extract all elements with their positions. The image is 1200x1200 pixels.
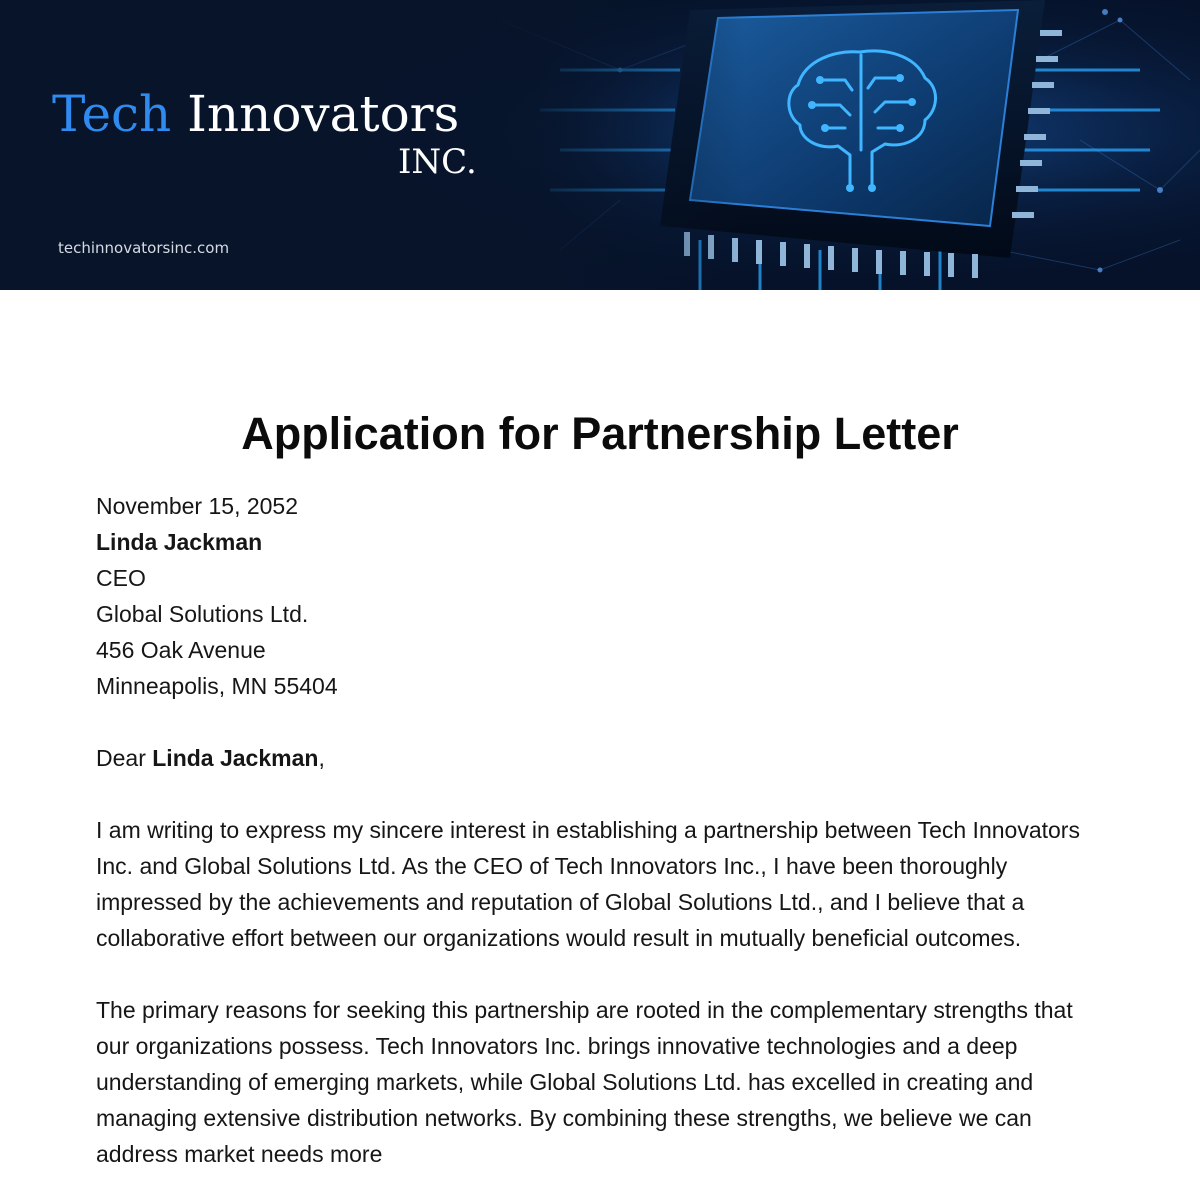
body-paragraph-1: I am writing to express my sincere interest in establishing a partnership between Tech Innovators Inc. and Global Solutions Ltd. As the CEO of Tech Innovators Inc., I have been thoroughly impressed by the achievements and reputation of Global Solutions Ltd., and I believe that a collaborative effort between our organizations would result in mutually beneficial outcomes. bbox=[96, 817, 1080, 951]
spacer bbox=[96, 776, 1106, 812]
recipient-street: 456 Oak Avenue bbox=[96, 637, 266, 663]
salutation bbox=[96, 740, 1106, 776]
recipient-city: Minneapolis, MN 55404 bbox=[96, 673, 338, 699]
letter-date: November 15, 2052 bbox=[96, 493, 299, 519]
brand-logo-text bbox=[52, 84, 459, 144]
document-title: Application for Partnership Letter bbox=[241, 408, 959, 459]
recipient-name: Linda Jackman bbox=[96, 529, 263, 555]
recipient-position: CEO bbox=[96, 565, 146, 591]
spacer bbox=[96, 956, 1106, 992]
salutation-suffix: , bbox=[318, 745, 325, 771]
salutation-name: Linda Jackman bbox=[152, 745, 319, 771]
brand-name-rest: Innovators bbox=[171, 85, 460, 143]
letter-body bbox=[96, 488, 1106, 1172]
recipient-company: Global Solutions Ltd. bbox=[96, 601, 309, 627]
body-paragraph-2: The primary reasons for seeking this partnership are rooted in the complementary strengths that our organizations possess. Tech Innovators Inc. brings innovative technologies and a deep understanding of emerging markets, while Global Solutions Ltd. has excelled in creating and managing extensive distribution networks. By combining these strengths, we believe we can address market needs more bbox=[96, 997, 1073, 1167]
website-url: techinnovatorsinc.com bbox=[58, 239, 230, 257]
header-banner bbox=[0, 0, 1200, 290]
brand-suffix: INC. bbox=[398, 142, 477, 182]
brand-accent-word: Tech bbox=[52, 85, 172, 143]
spacer bbox=[96, 704, 1106, 740]
salutation-prefix: Dear bbox=[96, 745, 153, 771]
